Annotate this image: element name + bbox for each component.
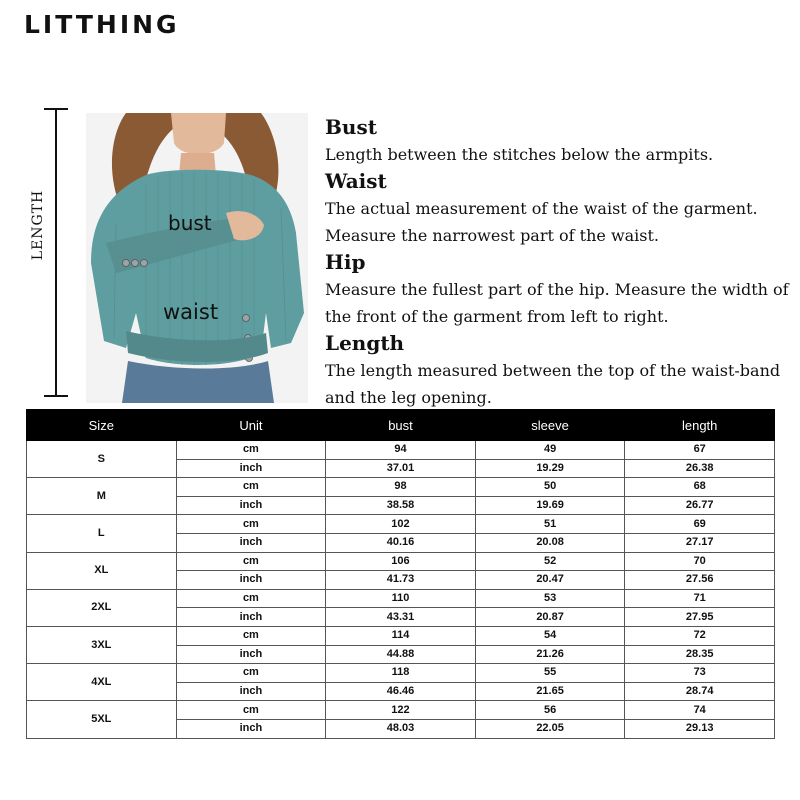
unit-cell: cm (176, 552, 326, 571)
sleeve-cell: 56 (475, 701, 625, 720)
unit-cell: inch (176, 496, 326, 515)
size-cell: XL (27, 552, 177, 589)
bust-cell: 110 (326, 589, 476, 608)
unit-cell: inch (176, 682, 326, 701)
table-row (27, 515, 775, 534)
bust-cell: 37.01 (326, 459, 476, 478)
measurement-definitions (325, 114, 795, 411)
unit-cell: inch (176, 533, 326, 552)
header-size: Size (27, 410, 177, 441)
sweater-illustration (86, 113, 308, 403)
bust-cell: 122 (326, 701, 476, 720)
sleeve-cell: 20.08 (475, 533, 625, 552)
sleeve-cell: 19.69 (475, 496, 625, 515)
length-cell: 73 (625, 664, 775, 683)
length-cell: 28.74 (625, 682, 775, 701)
unit-cell: cm (176, 441, 326, 460)
brand-logo: LITTHING (24, 10, 180, 39)
length-cell: 72 (625, 626, 775, 645)
bust-cell: 98 (326, 478, 476, 497)
waist-definition: The actual measurement of the waist of the garment. Measure the narrowest part of the waist. (325, 199, 758, 245)
length-cell: 26.77 (625, 496, 775, 515)
unit-cell: cm (176, 626, 326, 645)
sleeve-cell: 19.29 (475, 459, 625, 478)
length-cell: 67 (625, 441, 775, 460)
length-cell: 70 (625, 552, 775, 571)
size-chart-table (26, 409, 775, 739)
bust-cell: 41.73 (326, 571, 476, 590)
header-unit: Unit (176, 410, 326, 441)
bust-definition: Length between the stitches below the armpits. (325, 145, 714, 164)
bust-cell: 46.46 (326, 682, 476, 701)
length-cell: 27.95 (625, 608, 775, 627)
sleeve-cell: 21.26 (475, 645, 625, 664)
waist-label: waist (163, 300, 219, 324)
header-sleeve: sleeve (475, 410, 625, 441)
sleeve-cell: 50 (475, 478, 625, 497)
size-cell: L (27, 515, 177, 552)
sleeve-cell: 49 (475, 441, 625, 460)
size-cell: S (27, 441, 177, 478)
length-ruler-line (55, 109, 57, 396)
unit-cell: inch (176, 571, 326, 590)
size-table-body (27, 441, 775, 739)
table-row (27, 441, 775, 460)
table-header-row (27, 410, 775, 441)
bust-cell: 44.88 (326, 645, 476, 664)
header-bust: bust (326, 410, 476, 441)
sleeve-cell: 54 (475, 626, 625, 645)
length-label: LENGTH (30, 187, 46, 264)
length-cell: 29.13 (625, 719, 775, 738)
size-cell: 4XL (27, 664, 177, 701)
bust-cell: 118 (326, 664, 476, 683)
sleeve-cell: 20.87 (475, 608, 625, 627)
length-cell: 26.38 (625, 459, 775, 478)
unit-cell: cm (176, 589, 326, 608)
bust-heading: Bust (325, 115, 377, 139)
sleeve-cell: 51 (475, 515, 625, 534)
length-ruler-cap-top (44, 108, 68, 110)
length-cell: 74 (625, 701, 775, 720)
table-row (27, 626, 775, 645)
unit-cell: inch (176, 719, 326, 738)
sleeve-cell: 20.47 (475, 571, 625, 590)
size-cell: 5XL (27, 701, 177, 738)
bust-label: bust (168, 211, 212, 235)
bust-cell: 94 (326, 441, 476, 460)
sleeve-cell: 22.05 (475, 719, 625, 738)
hip-definition: Measure the fullest part of the hip. Measure the width of the front of the garment from left to right. (325, 280, 789, 326)
header-length: length (625, 410, 775, 441)
table-row (27, 701, 775, 720)
unit-cell: inch (176, 645, 326, 664)
size-cell: M (27, 478, 177, 515)
table-row (27, 478, 775, 497)
unit-cell: cm (176, 701, 326, 720)
table-row (27, 552, 775, 571)
waist-heading: Waist (325, 169, 387, 193)
bust-cell: 38.58 (326, 496, 476, 515)
unit-cell: inch (176, 459, 326, 478)
sleeve-cell: 21.65 (475, 682, 625, 701)
length-cell: 27.17 (625, 533, 775, 552)
table-row (27, 589, 775, 608)
bust-cell: 102 (326, 515, 476, 534)
unit-cell: cm (176, 664, 326, 683)
bust-cell: 114 (326, 626, 476, 645)
length-heading: Length (325, 331, 405, 355)
length-cell: 68 (625, 478, 775, 497)
bust-cell: 106 (326, 552, 476, 571)
model-photo (86, 113, 308, 403)
table-row (27, 664, 775, 683)
length-ruler-cap-bottom (44, 395, 68, 397)
length-cell: 69 (625, 515, 775, 534)
size-cell: 2XL (27, 589, 177, 626)
sleeve-cell: 53 (475, 589, 625, 608)
sleeve-cell: 55 (475, 664, 625, 683)
bust-cell: 43.31 (326, 608, 476, 627)
hip-heading: Hip (325, 250, 366, 274)
length-cell: 71 (625, 589, 775, 608)
length-cell: 27.56 (625, 571, 775, 590)
bust-cell: 40.16 (326, 533, 476, 552)
size-cell: 3XL (27, 626, 177, 663)
sleeve-cell: 52 (475, 552, 625, 571)
length-cell: 28.35 (625, 645, 775, 664)
bust-cell: 48.03 (326, 719, 476, 738)
length-definition: The length measured between the top of the waist-band and the leg opening. (325, 361, 781, 407)
unit-cell: inch (176, 608, 326, 627)
unit-cell: cm (176, 515, 326, 534)
unit-cell: cm (176, 478, 326, 497)
